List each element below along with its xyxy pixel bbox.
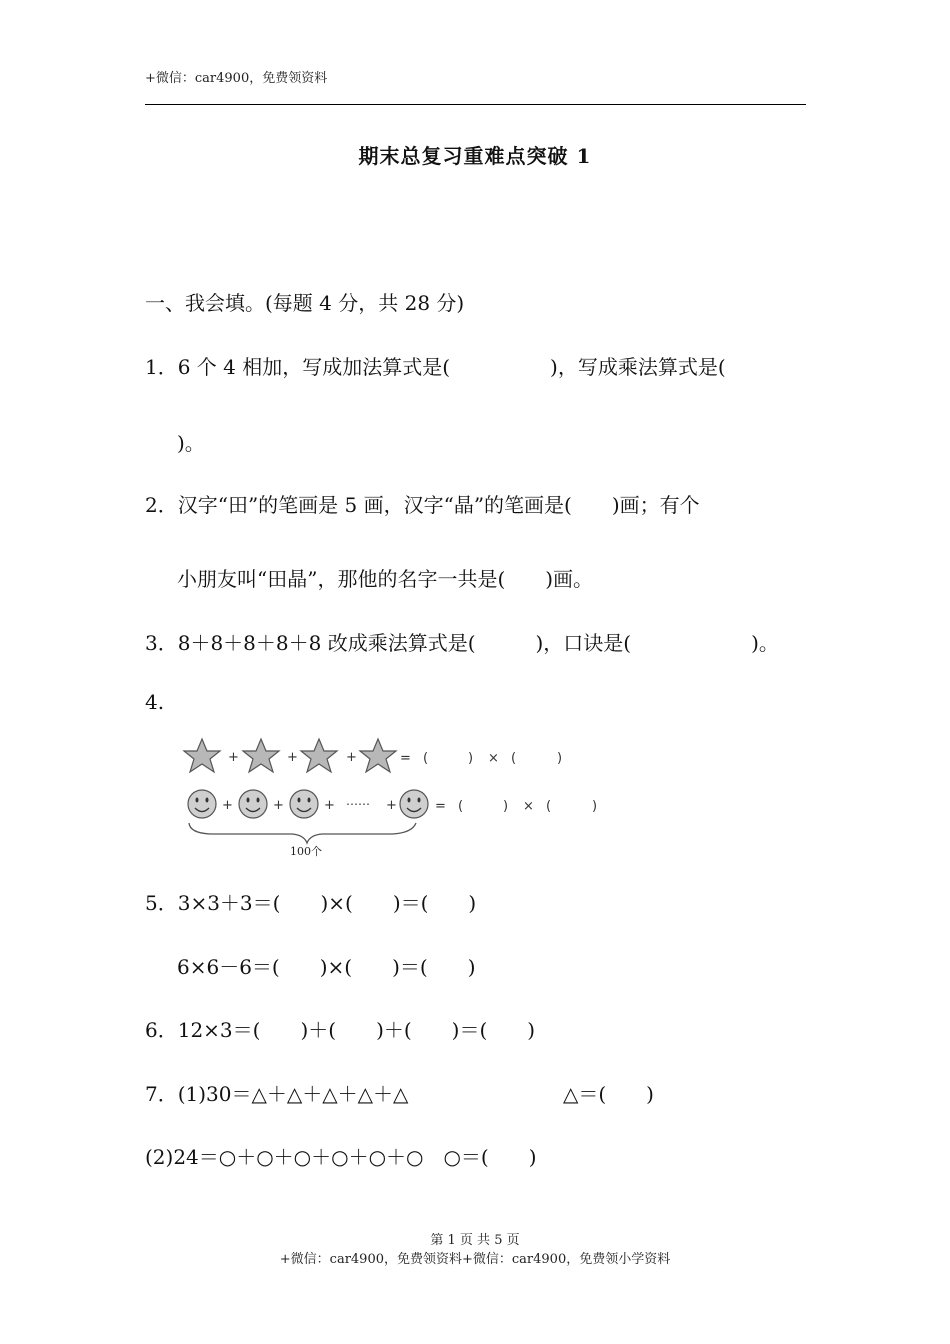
footer-watermark-text: +微信：car4900，免费领资料+微信：car4900，免费领小学资料 bbox=[279, 1252, 671, 1267]
star-icon bbox=[184, 739, 220, 772]
face-equals: = bbox=[435, 799, 446, 814]
question-1-line-2: )。 bbox=[177, 431, 205, 455]
face-paren-open-1: ( bbox=[458, 799, 464, 814]
smiley-face-icon bbox=[290, 790, 318, 818]
question-4-label: 4. bbox=[145, 690, 165, 714]
star-paren-close-2: ) bbox=[557, 751, 563, 766]
brace-label: 100个 bbox=[290, 845, 322, 858]
face-plus-4: + bbox=[386, 798, 397, 813]
face-paren-open-2: ( bbox=[546, 799, 552, 814]
star-icon bbox=[301, 739, 337, 772]
question-3: 3．8＋8＋8＋8＋8 改成乘法算式是( )，口诀是( )。 bbox=[145, 631, 779, 655]
face-ellipsis: …… bbox=[346, 794, 370, 808]
page-number: 第 1 页 共 5 页 bbox=[430, 1233, 520, 1248]
question-7-line-1-right: △＝( ) bbox=[563, 1082, 654, 1106]
header-watermark-text: +微信：car4900，免费领资料 bbox=[145, 71, 328, 86]
star-equals: = bbox=[400, 751, 411, 766]
star-plus-2: + bbox=[287, 750, 298, 765]
brace bbox=[189, 823, 416, 843]
question-5-line-2: 6×6－6＝( )×( )＝( ) bbox=[177, 955, 476, 979]
page-title: 期末总复习重难点突破 1 bbox=[358, 144, 592, 168]
face-paren-close-1: ) bbox=[503, 799, 509, 814]
face-paren-close-2: ) bbox=[592, 799, 598, 814]
face-plus-3: + bbox=[324, 798, 335, 813]
star-icon bbox=[360, 739, 396, 772]
question-2-line-2: 小朋友叫“田晶”，那他的名字一共是( )画。 bbox=[177, 567, 594, 591]
question-1-line-1: 1．6 个 4 相加，写成加法算式是( )，写成乘法算式是( bbox=[145, 355, 726, 379]
question-5-line-1: 5．3×3＋3＝( )×( )＝( ) bbox=[145, 891, 477, 915]
star-plus-1: + bbox=[228, 750, 239, 765]
question-4-figure bbox=[180, 730, 600, 860]
star-paren-close-1: ) bbox=[468, 751, 474, 766]
question-7-line-1-left: 7．(1)30＝△＋△＋△＋△＋△ bbox=[145, 1082, 409, 1106]
star-paren-open-2: ( bbox=[511, 751, 517, 766]
star-times: × bbox=[488, 751, 499, 766]
question-7-line-2: (2)24＝○＋○＋○＋○＋○＋○ ○＝( ) bbox=[145, 1145, 537, 1169]
smiley-face-icon bbox=[239, 790, 267, 818]
star-icon bbox=[243, 739, 279, 772]
section-heading: 一、我会填。(每题 4 分，共 28 分) bbox=[145, 291, 465, 315]
face-times: × bbox=[523, 799, 534, 814]
smiley-face-icon bbox=[188, 790, 216, 818]
face-plus-2: + bbox=[273, 798, 284, 813]
question-2-line-1: 2．汉字“田”的笔画是 5 画，汉字“晶”的笔画是( )画；有个 bbox=[145, 493, 700, 517]
star-plus-3: + bbox=[346, 750, 357, 765]
header-divider bbox=[145, 104, 806, 105]
question-6: 6．12×3＝( )＋( )＋( )＝( ) bbox=[145, 1018, 536, 1042]
face-plus-1: + bbox=[222, 798, 233, 813]
star-paren-open-1: ( bbox=[423, 751, 429, 766]
smiley-face-icon bbox=[400, 790, 428, 818]
